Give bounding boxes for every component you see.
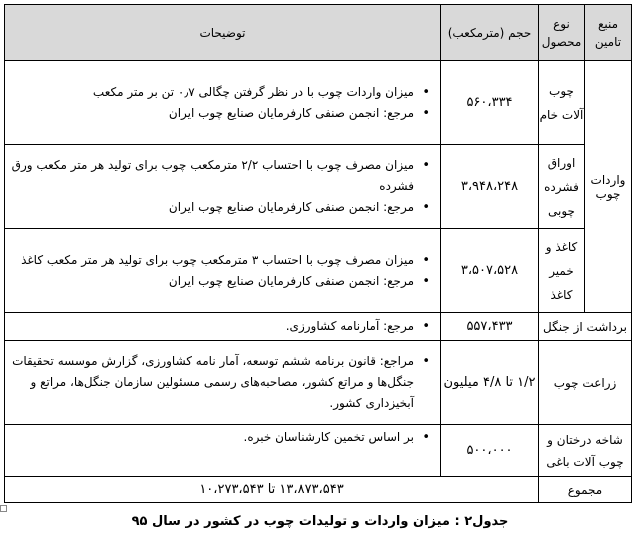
list-item: • میزان واردات چوب با در نظر گرفتن چگالی ۰٫۷ تن بر متر مکعب bbox=[9, 82, 434, 103]
header-product: نوع محصول bbox=[539, 5, 585, 61]
total-row bbox=[5, 477, 632, 503]
list-item: • مراجع: قانون برنامه ششم توسعه، آمار نامه کشاورزی، گزارش موسسه تحقیقات جنگل‌ها و مراتع کشور، مصاحبه‌های رسمی مسئولین سازمان جنگل‌ها، مراتع و آبخیزداری کشور. bbox=[9, 351, 434, 414]
product-cell: کاغذ و خمیر کاغذ bbox=[539, 229, 585, 313]
volume-cell: ۳،۹۴۸،۲۴۸ bbox=[441, 145, 539, 229]
table-handle-marker bbox=[0, 505, 7, 512]
description-cell bbox=[5, 341, 441, 425]
table-row bbox=[5, 229, 632, 313]
volume-cell: ۳،۵۰۷،۵۲۸ bbox=[441, 229, 539, 313]
header-volume: حجم (مترمکعب) bbox=[441, 5, 539, 61]
list-item: • میزان مصرف چوب با احتساب ۳ مترمکعب چوب برای تولید هر متر مکعب کاغذ bbox=[9, 250, 434, 271]
description-cell bbox=[5, 313, 441, 341]
list-item: • مرجع: آمارنامه کشاورزی. bbox=[9, 316, 434, 337]
total-value: ۱۳،۸۷۳،۵۴۳ تا ۱۰،۲۷۳،۵۴۳ bbox=[5, 477, 539, 503]
source-cell: شاخه درختان و چوب آلات باغی bbox=[539, 425, 632, 477]
list-item: • میزان مصرف چوب با احتساب ۲/۲ مترمکعب چوب برای تولید هر متر مکعب ورق فشرده bbox=[9, 155, 434, 197]
list-item: • مرجع: انجمن صنفی کارفرمایان صنایع چوب ایران bbox=[9, 103, 434, 124]
list-item: • بر اساس تخمین کارشناسان خبره. bbox=[9, 427, 434, 448]
source-cell: زراعت چوب bbox=[539, 341, 632, 425]
volume-cell: ۵۶۰،۳۳۴ bbox=[441, 61, 539, 145]
volume-cell: ۵۵۷،۴۳۳ bbox=[441, 313, 539, 341]
header-description: توضیحات bbox=[5, 5, 441, 61]
group-imports: واردات چوب bbox=[585, 61, 632, 313]
description-cell bbox=[5, 425, 441, 477]
table-row bbox=[5, 425, 632, 477]
list-item: • مرجع: انجمن صنفی کارفرمایان صنایع چوب ایران bbox=[9, 197, 434, 218]
volume-cell: ۱/۲ تا ۴/۸ میلیون bbox=[441, 341, 539, 425]
product-cell: اوراق فشرده چوبی bbox=[539, 145, 585, 229]
table-row bbox=[5, 341, 632, 425]
header-row bbox=[5, 5, 632, 61]
wood-supply-table bbox=[4, 4, 632, 503]
table-row bbox=[5, 61, 632, 145]
description-cell bbox=[5, 145, 441, 229]
header-source: منبع تامین bbox=[585, 5, 632, 61]
volume-cell: ۵۰۰،۰۰۰ bbox=[441, 425, 539, 477]
table-row bbox=[5, 145, 632, 229]
table-row bbox=[5, 313, 632, 341]
table-caption: جدول۲ : میزان واردات و تولیدات چوب در کشور در سال ۹۵ bbox=[131, 514, 509, 529]
description-cell bbox=[5, 229, 441, 313]
product-cell: چوب آلات خام bbox=[539, 61, 585, 145]
description-cell bbox=[5, 61, 441, 145]
list-item: • مرجع: انجمن صنفی کارفرمایان صنایع چوب ایران bbox=[9, 271, 434, 292]
total-label: مجموع bbox=[539, 477, 632, 503]
source-cell: برداشت از جنگل bbox=[539, 313, 632, 341]
